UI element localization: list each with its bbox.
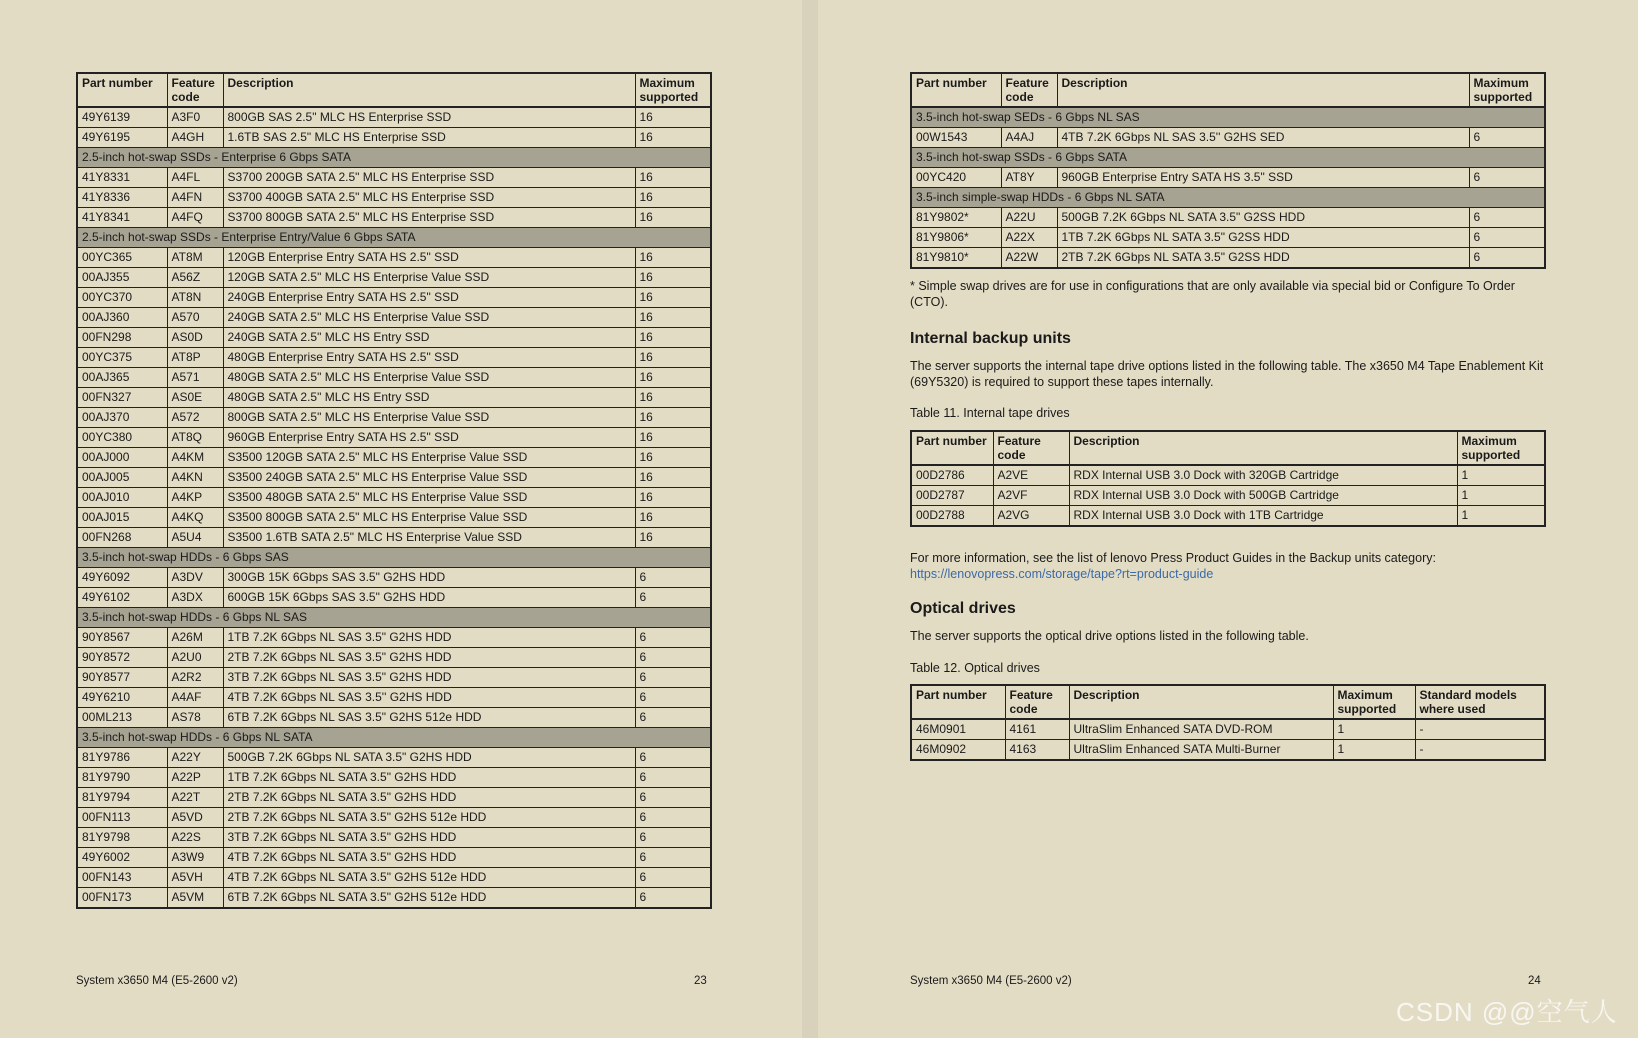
cell-part-number: 41Y8331 bbox=[77, 168, 167, 188]
optical-body: The server supports the optical drive options listed in the following table. bbox=[910, 629, 1309, 643]
cell-maximum-supported: 6 bbox=[1469, 248, 1545, 269]
cell-part-number: 00AJ370 bbox=[77, 408, 167, 428]
cell-feature-code: A22U bbox=[1001, 208, 1057, 228]
cell-part-number: 00AJ000 bbox=[77, 448, 167, 468]
cell-maximum-supported: 16 bbox=[635, 388, 711, 408]
cell-maximum-supported: 16 bbox=[635, 488, 711, 508]
section-row bbox=[77, 728, 711, 748]
table-row bbox=[77, 348, 711, 368]
cell-feature-code: AT8Q bbox=[167, 428, 223, 448]
table-row bbox=[77, 708, 711, 728]
cell-part-number: 00ML213 bbox=[77, 708, 167, 728]
table-row bbox=[911, 208, 1545, 228]
section-label: 2.5-inch hot-swap SSDs - Enterprise 6 Gbps SATA bbox=[77, 148, 711, 168]
cell-description: 960GB Enterprise Entry SATA HS 2.5" SSD bbox=[223, 428, 635, 448]
section-row bbox=[77, 608, 711, 628]
cell-maximum-supported: 16 bbox=[635, 408, 711, 428]
section-row bbox=[911, 148, 1545, 168]
cell-maximum-supported: 6 bbox=[635, 648, 711, 668]
section-row bbox=[911, 188, 1545, 208]
page-gutter bbox=[802, 0, 818, 1038]
cell-description: 480GB Enterprise Entry SATA HS 2.5" SSD bbox=[223, 348, 635, 368]
cell-maximum-supported: 6 bbox=[635, 888, 711, 909]
table-row bbox=[77, 428, 711, 448]
cell-maximum-supported: 6 bbox=[635, 588, 711, 608]
header-maximum-supported: Maximum supported bbox=[1469, 73, 1545, 107]
table-caption-optical: Table 12. Optical drives bbox=[910, 661, 1040, 675]
section-heading-optical: Optical drives bbox=[910, 600, 1016, 617]
cell-maximum-supported: 6 bbox=[1469, 208, 1545, 228]
cell-feature-code: A5VH bbox=[167, 868, 223, 888]
table-row bbox=[77, 688, 711, 708]
cell-feature-code: AT8M bbox=[167, 248, 223, 268]
drive-options-body bbox=[77, 107, 711, 908]
drive-options-continued-body bbox=[911, 107, 1545, 268]
table-row bbox=[911, 168, 1545, 188]
cell-maximum-supported: 6 bbox=[1469, 128, 1545, 148]
table-row bbox=[77, 107, 711, 128]
header-standard-models: Standard models where used bbox=[1415, 685, 1545, 719]
cell-feature-code: A3DV bbox=[167, 568, 223, 588]
table-row bbox=[77, 588, 711, 608]
cell-feature-code: A3DX bbox=[167, 588, 223, 608]
footnote: * Simple swap drives are for use in configurations that are only available via special bid or Configure To Order (CTO). bbox=[910, 279, 1515, 309]
cell-feature-code: AS0D bbox=[167, 328, 223, 348]
cell-feature-code: A4KQ bbox=[167, 508, 223, 528]
backup-body: The server supports the internal tape drive options listed in the following table. The x3650 M4 Tape Enablement Kit (69Y5320) is required to support these tapes internally. bbox=[910, 359, 1544, 389]
header-feature-code: Feature code bbox=[1005, 685, 1069, 719]
cell-maximum-supported: 6 bbox=[635, 748, 711, 768]
table-row bbox=[77, 788, 711, 808]
cell-description: UltraSlim Enhanced SATA Multi-Burner bbox=[1069, 740, 1333, 761]
cell-maximum-supported: 1 bbox=[1457, 486, 1545, 506]
cell-description: RDX Internal USB 3.0 Dock with 320GB Cartridge bbox=[1069, 465, 1457, 486]
cell-part-number: 00YC375 bbox=[77, 348, 167, 368]
table-row bbox=[77, 528, 711, 548]
header-part-number: Part number bbox=[911, 431, 993, 465]
cell-feature-code: A4AJ bbox=[1001, 128, 1057, 148]
cell-feature-code: A4FN bbox=[167, 188, 223, 208]
section-label: 3.5-inch hot-swap HDDs - 6 Gbps SAS bbox=[77, 548, 711, 568]
cell-feature-code: A5VM bbox=[167, 888, 223, 909]
table-row bbox=[911, 128, 1545, 148]
cell-maximum-supported: 6 bbox=[1469, 228, 1545, 248]
cell-feature-code: A3W9 bbox=[167, 848, 223, 868]
cell-maximum-supported: 16 bbox=[635, 448, 711, 468]
table-row bbox=[911, 740, 1545, 761]
cell-description: 240GB SATA 2.5" MLC HS Entry SSD bbox=[223, 328, 635, 348]
cell-description: 4TB 7.2K 6Gbps NL SAS 3.5'' G2HS SED bbox=[1057, 128, 1469, 148]
cell-maximum-supported: 6 bbox=[635, 708, 711, 728]
table-row bbox=[77, 248, 711, 268]
table-caption-tape: Table 11. Internal tape drives bbox=[910, 406, 1070, 420]
cell-part-number: 41Y8341 bbox=[77, 208, 167, 228]
cell-part-number: 49Y6102 bbox=[77, 588, 167, 608]
cell-feature-code: A571 bbox=[167, 368, 223, 388]
cell-feature-code: AS0E bbox=[167, 388, 223, 408]
header-description: Description bbox=[1057, 73, 1469, 107]
section-row bbox=[911, 107, 1545, 128]
cell-description: 800GB SAS 2.5" MLC HS Enterprise SSD bbox=[223, 107, 635, 128]
cell-description: S3500 480GB SATA 2.5" MLC HS Enterprise Value SSD bbox=[223, 488, 635, 508]
cell-feature-code: AT8P bbox=[167, 348, 223, 368]
header-maximum-supported: Maximum supported bbox=[635, 73, 711, 107]
table-row bbox=[77, 488, 711, 508]
cell-part-number: 00FN327 bbox=[77, 388, 167, 408]
cell-description: 600GB 15K 6Gbps SAS 3.5" G2HS HDD bbox=[223, 588, 635, 608]
cell-description: 1TB 7.2K 6Gbps NL SATA 3.5" G2SS HDD bbox=[1057, 228, 1469, 248]
cell-maximum-supported: 16 bbox=[635, 248, 711, 268]
cell-description: 240GB Enterprise Entry SATA HS 2.5" SSD bbox=[223, 288, 635, 308]
table-row bbox=[77, 288, 711, 308]
cell-maximum-supported: 1 bbox=[1333, 740, 1415, 761]
cell-maximum-supported: 6 bbox=[635, 628, 711, 648]
drive-options-continued-table bbox=[910, 72, 1546, 269]
cell-feature-code: A22P bbox=[167, 768, 223, 788]
table-row bbox=[77, 868, 711, 888]
header-feature-code: Feature code bbox=[993, 431, 1069, 465]
cell-part-number: 00AJ010 bbox=[77, 488, 167, 508]
cell-part-number: 46M0901 bbox=[911, 719, 1005, 740]
section-row bbox=[77, 228, 711, 248]
watermark: CSDN @@空气人 bbox=[1396, 997, 1618, 1027]
table-row bbox=[77, 508, 711, 528]
table-row bbox=[77, 388, 711, 408]
cell-part-number: 49Y6139 bbox=[77, 107, 167, 128]
cell-description: 3TB 7.2K 6Gbps NL SAS 3.5" G2HS HDD bbox=[223, 668, 635, 688]
cell-feature-code: A4KN bbox=[167, 468, 223, 488]
cell-feature-code: A572 bbox=[167, 408, 223, 428]
cell-maximum-supported: 16 bbox=[635, 128, 711, 148]
cell-part-number: 00FN143 bbox=[77, 868, 167, 888]
cell-maximum-supported: 1 bbox=[1457, 465, 1545, 486]
backup-units-link[interactable]: https://lenovopress.com/storage/tape?rt=product-guide bbox=[910, 567, 1214, 581]
cell-part-number: 00FN173 bbox=[77, 888, 167, 909]
optical-drives-body bbox=[911, 719, 1545, 760]
table-row bbox=[77, 208, 711, 228]
cell-part-number: 49Y6002 bbox=[77, 848, 167, 868]
cell-description: 4TB 7.2K 6Gbps NL SATA 3.5" G2HS 512e HDD bbox=[223, 868, 635, 888]
cell-feature-code: A22W bbox=[1001, 248, 1057, 269]
cell-part-number: 46M0902 bbox=[911, 740, 1005, 761]
table-row bbox=[77, 188, 711, 208]
cell-part-number: 90Y8572 bbox=[77, 648, 167, 668]
header-maximum-supported: Maximum supported bbox=[1333, 685, 1415, 719]
table-row bbox=[911, 228, 1545, 248]
table-row bbox=[911, 248, 1545, 269]
cell-feature-code: A2VG bbox=[993, 506, 1069, 527]
section-label: 3.5-inch hot-swap SEDs - 6 Gbps NL SAS bbox=[911, 107, 1545, 128]
table-row bbox=[77, 668, 711, 688]
cell-part-number: 00D2786 bbox=[911, 465, 993, 486]
cell-feature-code: AT8Y bbox=[1001, 168, 1057, 188]
cell-feature-code: A22X bbox=[1001, 228, 1057, 248]
header-description: Description bbox=[223, 73, 635, 107]
cell-maximum-supported: 16 bbox=[635, 288, 711, 308]
cell-part-number: 00YC420 bbox=[911, 168, 1001, 188]
table-row bbox=[911, 719, 1545, 740]
cell-part-number: 00YC370 bbox=[77, 288, 167, 308]
cell-description: 3TB 7.2K 6Gbps NL SATA 3.5" G2HS HDD bbox=[223, 828, 635, 848]
tape-drives-body bbox=[911, 465, 1545, 526]
cell-description: 240GB SATA 2.5" MLC HS Enterprise Value SSD bbox=[223, 308, 635, 328]
cell-part-number: 81Y9798 bbox=[77, 828, 167, 848]
cell-maximum-supported: 16 bbox=[635, 268, 711, 288]
cell-standard-models: - bbox=[1415, 719, 1545, 740]
cell-feature-code: A4GH bbox=[167, 128, 223, 148]
table-row bbox=[911, 506, 1545, 527]
cell-maximum-supported: 16 bbox=[635, 508, 711, 528]
cell-feature-code: A22Y bbox=[167, 748, 223, 768]
header-feature-code: Feature code bbox=[1001, 73, 1057, 107]
drive-options-table bbox=[76, 72, 712, 909]
cell-part-number: 00FN113 bbox=[77, 808, 167, 828]
cell-part-number: 49Y6195 bbox=[77, 128, 167, 148]
cell-part-number: 00AJ015 bbox=[77, 508, 167, 528]
cell-maximum-supported: 6 bbox=[635, 668, 711, 688]
table-row bbox=[77, 448, 711, 468]
cell-description: 800GB SATA 2.5" MLC HS Enterprise Value SSD bbox=[223, 408, 635, 428]
cell-standard-models: - bbox=[1415, 740, 1545, 761]
table-row bbox=[77, 768, 711, 788]
cell-part-number: 00W1543 bbox=[911, 128, 1001, 148]
cell-description: 2TB 7.2K 6Gbps NL SAS 3.5" G2HS HDD bbox=[223, 648, 635, 668]
cell-description: 300GB 15K 6Gbps SAS 3.5" G2HS HDD bbox=[223, 568, 635, 588]
cell-description: 6TB 7.2K 6Gbps NL SATA 3.5" G2HS 512e HDD bbox=[223, 888, 635, 909]
table-row bbox=[77, 468, 711, 488]
cell-part-number: 90Y8577 bbox=[77, 668, 167, 688]
cell-feature-code: A26M bbox=[167, 628, 223, 648]
optical-drives-table bbox=[910, 684, 1546, 761]
cell-description: 2TB 7.2K 6Gbps NL SATA 3.5" G2SS HDD bbox=[1057, 248, 1469, 269]
cell-description: S3500 1.6TB SATA 2.5" MLC HS Enterprise Value SSD bbox=[223, 528, 635, 548]
cell-part-number: 00D2788 bbox=[911, 506, 993, 527]
cell-part-number: 00YC380 bbox=[77, 428, 167, 448]
cell-feature-code: A2R2 bbox=[167, 668, 223, 688]
cell-maximum-supported: 16 bbox=[635, 208, 711, 228]
table-row bbox=[77, 328, 711, 348]
cell-feature-code: A4AF bbox=[167, 688, 223, 708]
cell-description: S3700 200GB SATA 2.5" MLC HS Enterprise SSD bbox=[223, 168, 635, 188]
section-label: 3.5-inch hot-swap HDDs - 6 Gbps NL SAS bbox=[77, 608, 711, 628]
cell-maximum-supported: 16 bbox=[635, 188, 711, 208]
table-row bbox=[77, 748, 711, 768]
cell-description: RDX Internal USB 3.0 Dock with 1TB Cartridge bbox=[1069, 506, 1457, 527]
table-row bbox=[77, 848, 711, 868]
cell-feature-code: A5U4 bbox=[167, 528, 223, 548]
cell-maximum-supported: 6 bbox=[635, 568, 711, 588]
cell-part-number: 00YC365 bbox=[77, 248, 167, 268]
section-label: 3.5-inch hot-swap HDDs - 6 Gbps NL SATA bbox=[77, 728, 711, 748]
cell-part-number: 00AJ365 bbox=[77, 368, 167, 388]
section-row bbox=[77, 148, 711, 168]
cell-part-number: 90Y8567 bbox=[77, 628, 167, 648]
cell-feature-code: A4KM bbox=[167, 448, 223, 468]
cell-feature-code: A4KP bbox=[167, 488, 223, 508]
cell-description: 4TB 7.2K 6Gbps NL SATA 3.5" G2HS HDD bbox=[223, 848, 635, 868]
table-row bbox=[77, 168, 711, 188]
cell-feature-code: A4FQ bbox=[167, 208, 223, 228]
header-part-number: Part number bbox=[911, 685, 1005, 719]
cell-description: 1TB 7.2K 6Gbps NL SAS 3.5" G2HS HDD bbox=[223, 628, 635, 648]
cell-feature-code: A3F0 bbox=[167, 107, 223, 128]
cell-maximum-supported: 16 bbox=[635, 328, 711, 348]
backup-more-info: For more information, see the list of lenovo Press Product Guides in the Backup units category: bbox=[910, 551, 1436, 565]
cell-feature-code: A22S bbox=[167, 828, 223, 848]
cell-maximum-supported: 16 bbox=[635, 308, 711, 328]
header-maximum-supported: Maximum supported bbox=[1457, 431, 1545, 465]
cell-maximum-supported: 16 bbox=[635, 107, 711, 128]
table-row bbox=[77, 308, 711, 328]
cell-feature-code: 4163 bbox=[1005, 740, 1069, 761]
table-row bbox=[77, 368, 711, 388]
cell-maximum-supported: 6 bbox=[635, 868, 711, 888]
header-description: Description bbox=[1069, 685, 1333, 719]
cell-maximum-supported: 6 bbox=[635, 768, 711, 788]
cell-maximum-supported: 16 bbox=[635, 348, 711, 368]
cell-description: 2TB 7.2K 6Gbps NL SATA 3.5" G2HS 512e HDD bbox=[223, 808, 635, 828]
cell-maximum-supported: 6 bbox=[635, 688, 711, 708]
cell-part-number: 81Y9802* bbox=[911, 208, 1001, 228]
header-part-number: Part number bbox=[77, 73, 167, 107]
cell-part-number: 81Y9806* bbox=[911, 228, 1001, 248]
cell-maximum-supported: 16 bbox=[635, 368, 711, 388]
cell-maximum-supported: 6 bbox=[635, 848, 711, 868]
cell-description: S3700 400GB SATA 2.5" MLC HS Enterprise SSD bbox=[223, 188, 635, 208]
cell-description: 6TB 7.2K 6Gbps NL SAS 3.5" G2HS 512e HDD bbox=[223, 708, 635, 728]
cell-feature-code: A56Z bbox=[167, 268, 223, 288]
table-row bbox=[77, 268, 711, 288]
header-part-number: Part number bbox=[911, 73, 1001, 107]
table-row bbox=[77, 128, 711, 148]
footer-title: System x3650 M4 (E5-2600 v2) bbox=[76, 975, 238, 987]
cell-part-number: 49Y6210 bbox=[77, 688, 167, 708]
page-number: 24 bbox=[1528, 975, 1541, 987]
cell-maximum-supported: 1 bbox=[1457, 506, 1545, 527]
table-row bbox=[77, 888, 711, 909]
cell-description: 1.6TB SAS 2.5" MLC HS Enterprise SSD bbox=[223, 128, 635, 148]
section-label: 3.5-inch hot-swap SSDs - 6 Gbps SATA bbox=[911, 148, 1545, 168]
cell-description: 480GB SATA 2.5" MLC HS Enterprise Value SSD bbox=[223, 368, 635, 388]
table-row bbox=[77, 568, 711, 588]
cell-maximum-supported: 6 bbox=[635, 828, 711, 848]
cell-part-number: 41Y8336 bbox=[77, 188, 167, 208]
cell-description: UltraSlim Enhanced SATA DVD-ROM bbox=[1069, 719, 1333, 740]
cell-feature-code: A2U0 bbox=[167, 648, 223, 668]
cell-description: 480GB SATA 2.5" MLC HS Entry SSD bbox=[223, 388, 635, 408]
cell-feature-code: A2VE bbox=[993, 465, 1069, 486]
cell-feature-code: A5VD bbox=[167, 808, 223, 828]
cell-maximum-supported: 1 bbox=[1333, 719, 1415, 740]
cell-maximum-supported: 16 bbox=[635, 528, 711, 548]
cell-description: 120GB Enterprise Entry SATA HS 2.5" SSD bbox=[223, 248, 635, 268]
cell-feature-code: A4FL bbox=[167, 168, 223, 188]
cell-part-number: 81Y9810* bbox=[911, 248, 1001, 269]
page-number: 23 bbox=[694, 975, 707, 987]
section-row bbox=[77, 548, 711, 568]
section-label: 3.5-inch simple-swap HDDs - 6 Gbps NL SATA bbox=[911, 188, 1545, 208]
cell-description: 500GB 7.2K 6Gbps NL SATA 3.5" G2HS HDD bbox=[223, 748, 635, 768]
cell-description: 960GB Enterprise Entry SATA HS 3.5" SSD bbox=[1057, 168, 1469, 188]
header-feature-code: Feature code bbox=[167, 73, 223, 107]
cell-feature-code: 4161 bbox=[1005, 719, 1069, 740]
cell-feature-code: AT8N bbox=[167, 288, 223, 308]
table-row bbox=[911, 465, 1545, 486]
section-heading-backup: Internal backup units bbox=[910, 330, 1071, 347]
cell-maximum-supported: 6 bbox=[1469, 168, 1545, 188]
cell-feature-code: AS78 bbox=[167, 708, 223, 728]
cell-part-number: 81Y9790 bbox=[77, 768, 167, 788]
table-row bbox=[77, 628, 711, 648]
table-row bbox=[77, 648, 711, 668]
cell-part-number: 49Y6092 bbox=[77, 568, 167, 588]
cell-part-number: 00FN298 bbox=[77, 328, 167, 348]
cell-description: S3700 800GB SATA 2.5" MLC HS Enterprise SSD bbox=[223, 208, 635, 228]
cell-description: 1TB 7.2K 6Gbps NL SATA 3.5" G2HS HDD bbox=[223, 768, 635, 788]
cell-description: S3500 800GB SATA 2.5" MLC HS Enterprise Value SSD bbox=[223, 508, 635, 528]
cell-part-number: 00D2787 bbox=[911, 486, 993, 506]
cell-part-number: 00AJ005 bbox=[77, 468, 167, 488]
cell-maximum-supported: 16 bbox=[635, 168, 711, 188]
cell-description: 500GB 7.2K 6Gbps NL SATA 3.5" G2SS HDD bbox=[1057, 208, 1469, 228]
cell-description: S3500 240GB SATA 2.5" MLC HS Enterprise Value SSD bbox=[223, 468, 635, 488]
tape-drives-table bbox=[910, 430, 1546, 527]
cell-description: RDX Internal USB 3.0 Dock with 500GB Cartridge bbox=[1069, 486, 1457, 506]
table-row bbox=[77, 408, 711, 428]
table-row bbox=[77, 828, 711, 848]
table-row bbox=[911, 486, 1545, 506]
cell-maximum-supported: 16 bbox=[635, 428, 711, 448]
cell-part-number: 00FN268 bbox=[77, 528, 167, 548]
cell-part-number: 00AJ360 bbox=[77, 308, 167, 328]
cell-description: 120GB SATA 2.5" MLC HS Enterprise Value SSD bbox=[223, 268, 635, 288]
table-row bbox=[77, 808, 711, 828]
section-label: 2.5-inch hot-swap SSDs - Enterprise Entry/Value 6 Gbps SATA bbox=[77, 228, 711, 248]
cell-feature-code: A22T bbox=[167, 788, 223, 808]
cell-maximum-supported: 6 bbox=[635, 808, 711, 828]
cell-part-number: 81Y9794 bbox=[77, 788, 167, 808]
cell-description: 2TB 7.2K 6Gbps NL SATA 3.5" G2HS HDD bbox=[223, 788, 635, 808]
cell-maximum-supported: 16 bbox=[635, 468, 711, 488]
cell-feature-code: A2VF bbox=[993, 486, 1069, 506]
cell-description: S3500 120GB SATA 2.5" MLC HS Enterprise Value SSD bbox=[223, 448, 635, 468]
footer-title: System x3650 M4 (E5-2600 v2) bbox=[910, 975, 1072, 987]
cell-part-number: 81Y9786 bbox=[77, 748, 167, 768]
cell-feature-code: A570 bbox=[167, 308, 223, 328]
cell-maximum-supported: 6 bbox=[635, 788, 711, 808]
cell-description: 4TB 7.2K 6Gbps NL SAS 3.5'' G2HS HDD bbox=[223, 688, 635, 708]
header-description: Description bbox=[1069, 431, 1457, 465]
cell-part-number: 00AJ355 bbox=[77, 268, 167, 288]
